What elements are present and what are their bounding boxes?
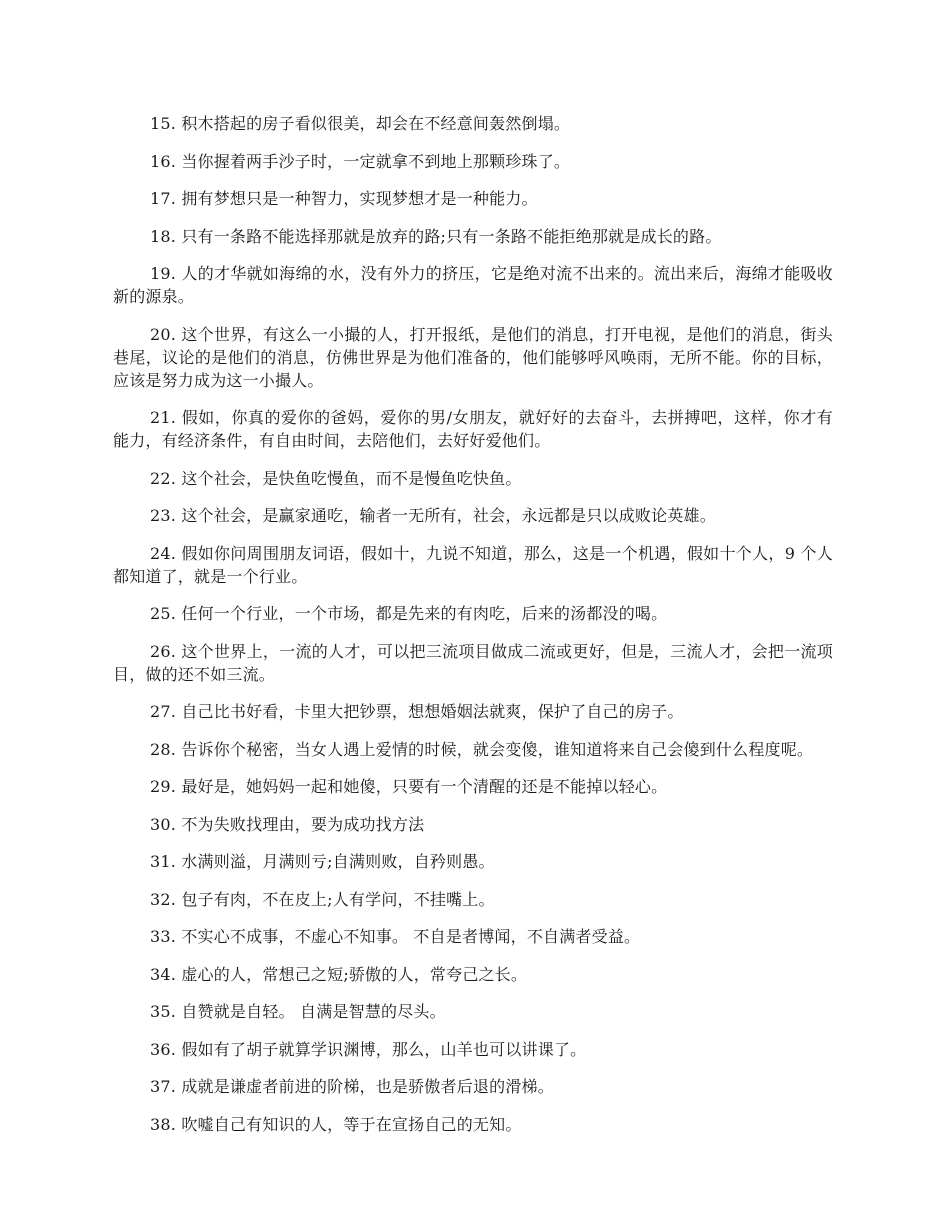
list-item: 21. 假如，你真的爱你的爸妈，爱你的男/女朋友，就好好的去奋斗，去拼搏吧，这样，你才有能力，有经济条件，有自由时间，去陪他们，去好好爱他们。 [113, 408, 833, 450]
list-item: 30. 不为失败找理由，要为成功找方法 [150, 814, 425, 834]
document-body [113, 112, 833, 1150]
list-item: 31. 水满则溢，月满则亏;自满则败，自矜则愚。 [150, 852, 495, 871]
list-item: 17. 拥有梦想只是一种智力，实现梦想才是一种能力。 [150, 189, 538, 208]
list-item: 28. 告诉你个秘密，当女人遇上爱情的时候，就会变傻，谁知道将来自己会傻到什么程度呢。 [150, 739, 814, 759]
list-item: 32. 包子有肉，不在皮上;人有学问，不挂嘴上。 [150, 889, 495, 909]
list-item: 25. 任何一个行业，一个市场，都是先来的有肉吃，后来的汤都没的喝。 [150, 604, 668, 623]
list-item: 35. 自赞就是自轻。 自满是智慧的尽头。 [150, 1002, 446, 1021]
list-item: 36. 假如有了胡子就算学识渊博，那么，山羊也可以讲课了。 [150, 1039, 587, 1059]
list-item: 19. 人的才华就如海绵的水，没有外力的挤压，它是绝对流不出来的。流出来后，海绵才能吸收新的源泉。 [113, 264, 833, 306]
list-item: 16. 当你握着两手沙子时，一定就拿不到地上那颗珍珠了。 [150, 151, 571, 171]
list-item: 29. 最好是，她妈妈一起和她傻，只要有一个清醒的还是不能掉以轻心。 [150, 777, 668, 796]
list-item: 22. 这个社会，是快鱼吃慢鱼，而不是慢鱼吃快鱼。 [150, 468, 522, 488]
list-item: 18. 只有一条路不能选择那就是放弃的路;只有一条路不能拒绝那就是成长的路。 [150, 226, 722, 246]
list-item: 26. 这个世界上，一流的人才，可以把三流项目做成二流或更好，但是，三流人才，会把一流项目，做的还不如三流。 [113, 641, 833, 684]
list-item: 24. 假如你问周围朋友词语，假如十，九说不知道，那么，这是一个机遇，假如十个人，9 个人都知道了，就是一个行业。 [113, 543, 833, 586]
list-item: 34. 虚心的人，常想己之短;骄傲的人，常夸己之长。 [150, 964, 528, 984]
list-item: 15. 积木搭起的房子看似很美，却会在不经意间轰然倒塌。 [150, 114, 571, 133]
list-item: 27. 自己比书好看，卡里大把钞票，想想婚姻法就爽，保护了自己的房子。 [150, 702, 684, 721]
list-item: 38. 吹嘘自己有知识的人，等于在宣扬自己的无知。 [150, 1114, 522, 1134]
list-item: 20. 这个世界，有这么一小撮的人，打开报纸，是他们的消息，打开电视，是他们的消息，街头巷尾，议论的是他们的消息，仿佛世界是为他们准备的，他们能够呼风唤雨，无所不能。你的目标，应该是努力成为这一小撮人。 [113, 324, 833, 390]
list-item: 37. 成就是谦虚者前进的阶梯，也是骄傲者后退的滑梯。 [150, 1077, 554, 1096]
list-item: 23. 这个社会，是赢家通吃，输者一无所有，社会，永远都是只以成败论英雄。 [150, 506, 716, 525]
list-item: 33. 不实心不成事，不虚心不知事。 不自是者博闻，不自满者受益。 [150, 927, 641, 946]
